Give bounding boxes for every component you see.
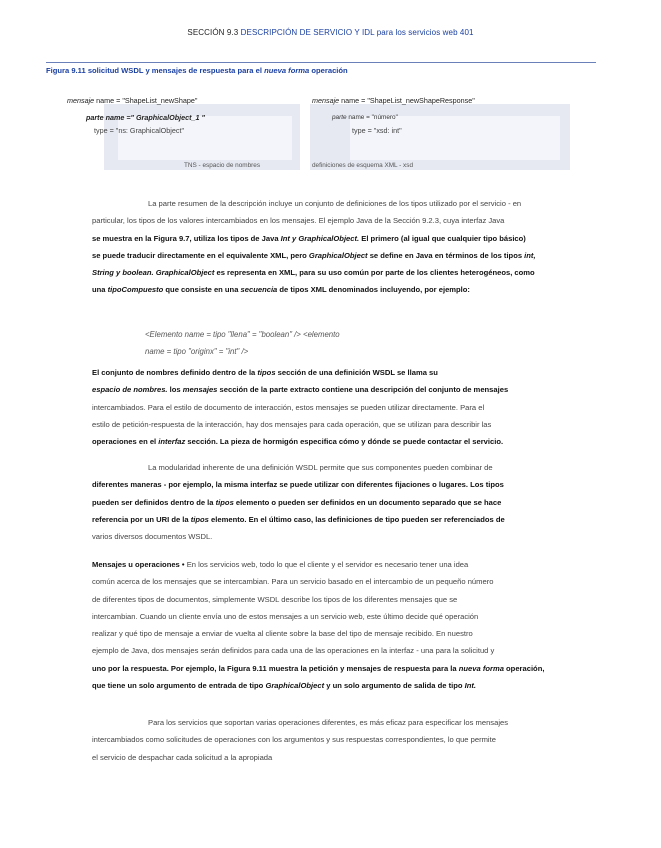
- p3-line: diferentes maneras - por ejemplo, la misma interfaz se puede utilizar con diferentes fijaciones o lugares. Los tipos: [92, 480, 504, 490]
- right-msg-name: name = "ShapeList_newShapeResponse": [341, 96, 475, 105]
- p1-seg: que consiste en una: [163, 285, 241, 295]
- p3-seg: referencia por un URI de la: [92, 514, 189, 524]
- code-line-1: <Elemento name = tipo "llena" = "boolean" /> <elemento: [145, 330, 340, 339]
- left-part-name: name =" GraphicalObject_1 ": [105, 113, 205, 122]
- left-type-label: type = "ns: GraphicalObject": [94, 126, 184, 135]
- left-part-label: [86, 113, 205, 122]
- p1-seg-emph: Int y GraphicalObject.: [280, 233, 360, 243]
- right-inner-box: [350, 116, 560, 160]
- p2-line: estilo de petición-respuesta de la interacción, hay dos mensajes para cada operación, que se utilizan para describir las: [92, 419, 492, 429]
- p4-line: [92, 677, 592, 694]
- p1-seg-emph: String y boolean. GraphicalObject: [92, 268, 215, 278]
- p1-line: [92, 230, 592, 247]
- p3-seg: pueden ser definidos dentro de la: [92, 497, 214, 507]
- caption-text-b: operación: [311, 66, 348, 75]
- p1-seg-emph: int,: [524, 250, 536, 260]
- p2-seg: los: [169, 385, 181, 395]
- p1-seg: El primero (al igual que cualquier tipo básico): [359, 233, 526, 243]
- right-part-kw: parte: [332, 114, 347, 121]
- p1-line: particular, los tipos de los valores intercambiados en los mensajes. El ejemplo Java de la Sección 9.2.3, cuya interfaz Java: [92, 216, 505, 226]
- p1-seg-emph: GraphicalObject: [308, 250, 368, 260]
- code-sample: [145, 326, 340, 360]
- p2-line: intercambiados. Para el estilo de documento de interacción, estos mensajes se pueden utilizar directamente. Para el: [92, 402, 485, 412]
- p3-seg: elemento o pueden ser definidos en un documento separado que se hace: [235, 497, 502, 507]
- paragraph-modularity: [92, 459, 592, 545]
- p4-line: intercambian. Cuando un cliente envía uno de estos mensajes a un servicio web, este último decide qué operación: [92, 611, 479, 621]
- p4-line: ejemplo de Java, dos mensajes serán definidos para cada una de las operaciones en la interfaz - una para la solicitud y: [92, 646, 495, 656]
- p2-seg-emph: tipos: [257, 368, 276, 377]
- p4-line: de diferentes tipos de documentos, simplemente WSDL describe los tipos de los diferentes mensajes que se: [92, 594, 458, 604]
- p2-seg: sección de una definición WSDL se llama su: [277, 368, 438, 377]
- p4-seg-emph: GraphicalObject: [265, 681, 325, 691]
- left-msg-kw: mensaje: [67, 96, 95, 105]
- right-part-name: name = "número": [348, 114, 398, 121]
- right-type-label: type = "xsd: int": [352, 126, 402, 135]
- paragraph-messages: [92, 556, 592, 694]
- p3-seg-emph: tipos: [190, 514, 209, 524]
- paragraph-operations: [92, 714, 592, 766]
- p2-seg-emph: mensajes: [182, 385, 218, 395]
- p4-line: [92, 660, 592, 677]
- p3-seg: elemento. En el último caso, las definiciones de tipo pueden ser referenciados de: [211, 514, 505, 524]
- p2-line: [92, 433, 592, 450]
- p2-seg: sección de la parte extracto contiene una descripción del conjunto de mensajes: [219, 385, 509, 395]
- p4-line: común acerca de los mensajes que se intercambian. Para un servicio basado en el intercambio de un pequeño número: [92, 577, 494, 587]
- left-part-kw: parte: [86, 113, 104, 122]
- code-line-2: name = tipo "originx" = "int" />: [145, 347, 249, 356]
- p1-line: La parte resumen de la descripción incluye un conjunto de definiciones de los tipos utilizado por el servicio - en: [148, 199, 522, 208]
- p4-seg: operación,: [506, 663, 545, 673]
- p1-seg: una: [92, 285, 108, 295]
- p1-seg: es representa en XML, para su uso común por parte de los clientes heterogéneos, como: [214, 268, 535, 278]
- p4-seg-emph: Int.: [464, 681, 477, 691]
- left-message-label: [67, 96, 197, 105]
- p3-line: [92, 511, 592, 528]
- right-part-label: [332, 114, 398, 121]
- p3-line: [92, 494, 592, 511]
- p4-seg: y un solo argumento de salida de tipo: [326, 681, 463, 691]
- p1-seg: de tipos XML denominados incluyendo, por ejemplo:: [277, 285, 470, 295]
- header-title: DESCRIPCIÓN DE SERVICIO Y IDL para los servicios web 401: [240, 28, 474, 37]
- p4-seg-emph: nueva forma: [458, 663, 504, 673]
- p1-seg-emph: secuencia: [240, 285, 278, 295]
- p5-line: intercambiados como solicitudes de operaciones con los argumentos y sus respuestas correspondientes, lo que permite: [92, 735, 496, 745]
- p2-seg: operaciones en el: [92, 437, 157, 447]
- p3-seg-emph: tipos: [215, 497, 234, 507]
- p2-seg: El conjunto de nombres definido dentro de la: [92, 368, 256, 377]
- p1-seg: se muestra en la Figura 9.7, utiliza los tipos de Java: [92, 233, 281, 243]
- caption-emph: nueva forma: [264, 66, 310, 75]
- p2-line: [92, 364, 592, 381]
- p5-line: Para los servicios que soportan varias operaciones diferentes, es más eficaz para especificar los mensajes: [148, 718, 509, 727]
- p3-line: varios diversos documentos WSDL.: [92, 532, 213, 542]
- right-message-label: [312, 96, 475, 105]
- p4-seg: que tiene un solo argumento de entrada de tipo: [92, 681, 264, 691]
- p2-seg-emph: espacio de nombres.: [92, 385, 168, 395]
- p1-line: [92, 264, 592, 281]
- p1-seg: se define en Java en términos de los tipos: [367, 250, 525, 260]
- p5-line: el servicio de despachar cada solicitud a la apropiada: [92, 752, 273, 762]
- right-note: definiciones de esquema XML - xsd: [312, 162, 414, 169]
- p2-line: [92, 381, 592, 398]
- p4-seg: En los servicios web, todo lo que el cliente y el servidor es necesario tener una idea: [186, 560, 469, 569]
- paragraph-namespace: [92, 364, 592, 450]
- caption-label: Figura 9.11: [46, 66, 86, 75]
- left-inner-box: [118, 116, 292, 160]
- p1-seg-emph: tipoCompuesto: [107, 285, 164, 295]
- p1-seg: se puede traducir directamente en el equivalente XML, pero: [92, 250, 309, 260]
- left-msg-name: name = "ShapeList_newShape": [96, 96, 198, 105]
- p3-line: La modularidad inherente de una definición WSDL permite que sus componentes pueden combinar de: [148, 463, 493, 472]
- p4-line: [92, 556, 592, 573]
- p2-seg-emph: interfaz: [158, 437, 186, 447]
- header-section: SECCIÓN 9.3: [187, 28, 239, 37]
- section-heading: Mensajes u operaciones •: [92, 560, 185, 569]
- left-note: TNS - espacio de nombres: [184, 162, 261, 169]
- caption-text-a: solicitud WSDL y mensajes de respuesta para el: [87, 66, 262, 75]
- paragraph-types: [92, 195, 592, 299]
- p4-line: realizar y qué tipo de mensaje a enviar de vuelta al cliente sobre la base del tipo de mensaje recibido. En nuestro: [92, 629, 473, 639]
- p1-line: [92, 247, 592, 264]
- p1-line: [92, 281, 592, 298]
- p4-seg: uno por la respuesta. Por ejemplo, la Figura 9.11 muestra la petición y mensajes de respuesta para la: [92, 663, 457, 673]
- p2-seg: sección. La pieza de hormigón especifica cómo y dónde se puede contactar el servicio.: [187, 437, 504, 447]
- figure-diagram: [0, 0, 661, 180]
- right-msg-kw: mensaje: [312, 96, 340, 105]
